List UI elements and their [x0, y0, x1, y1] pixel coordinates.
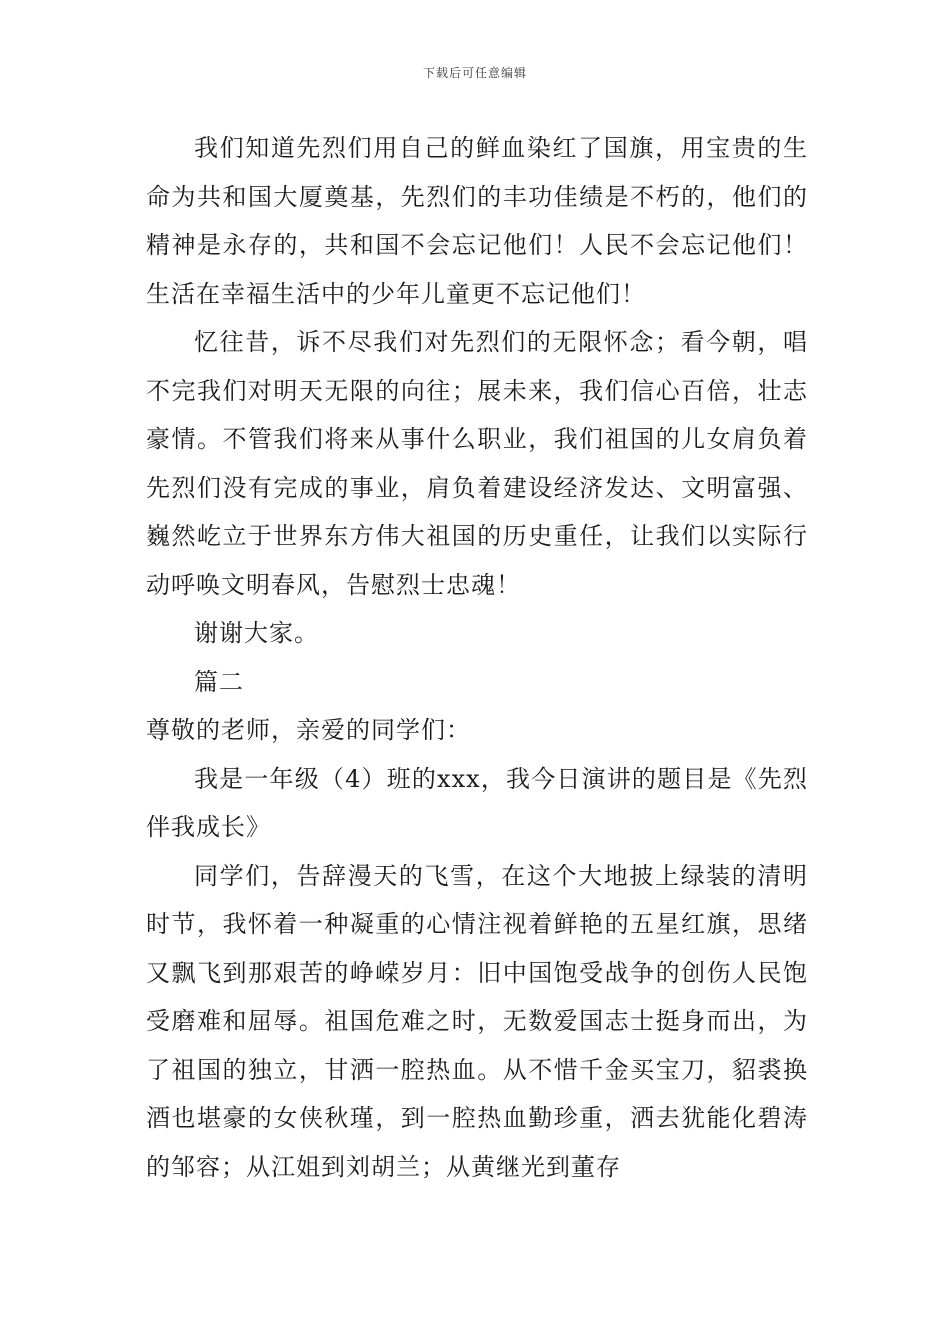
paragraph-thanks: 谢谢大家。 [194, 619, 319, 647]
paragraph-speech-intro: 我是一年级（4）班的xxx，我今日演讲的题目是《先烈伴我成长》 [146, 764, 808, 841]
section-heading: 篇二 [194, 667, 244, 696]
paragraph-past-present-future: 忆往昔，诉不尽我们对先烈们的无限怀念；看今朝，唱不完我们对明天无限的向往；展未来，我们信心百倍，壮志豪情。不管我们将来从事什么职业，我们祖国的儿女肩负着先烈们没有完成的事业，肩负着建设经济发达、文明富强、巍然屹立于世界东方伟大祖国的历史重任，让我们以实际行动呼唤文明春风，告慰烈士忠魂！ [146, 328, 808, 599]
document-body [146, 124, 808, 1191]
paragraph-martyrs-remembered: 我们知道先烈们用自己的鲜血染红了国旗，用宝贵的生命为共和国大厦奠基，先烈们的丰功佳绩是不朽的，他们的精神是永存的，共和国不会忘记他们！人民不会忘记他们！生活在幸福生活中的少年儿童更不忘记他们！ [146, 134, 808, 308]
salutation: 尊敬的老师，亲爱的同学们： [146, 716, 471, 744]
paragraph-qingming: 同学们，告辞漫天的飞雪，在这个大地披上绿装的清明时节，我怀着一种凝重的心情注视着鲜艳的五星红旗，思绪又飘飞到那艰苦的峥嵘岁月：旧中国饱受战争的创伤人民饱受磨难和屈辱。祖国危难之时，无数爱国志士挺身而出，为了祖国的独立，甘洒一腔热血。从不惜千金买宝刀，貂裘换酒也堪豪的女侠秋瑾，到一腔热血勤珍重，洒去犹能化碧涛的邹容；从江姐到刘胡兰；从黄继光到董存 [146, 861, 808, 1181]
page-header: 下载后可任意编辑 [422, 66, 527, 80]
